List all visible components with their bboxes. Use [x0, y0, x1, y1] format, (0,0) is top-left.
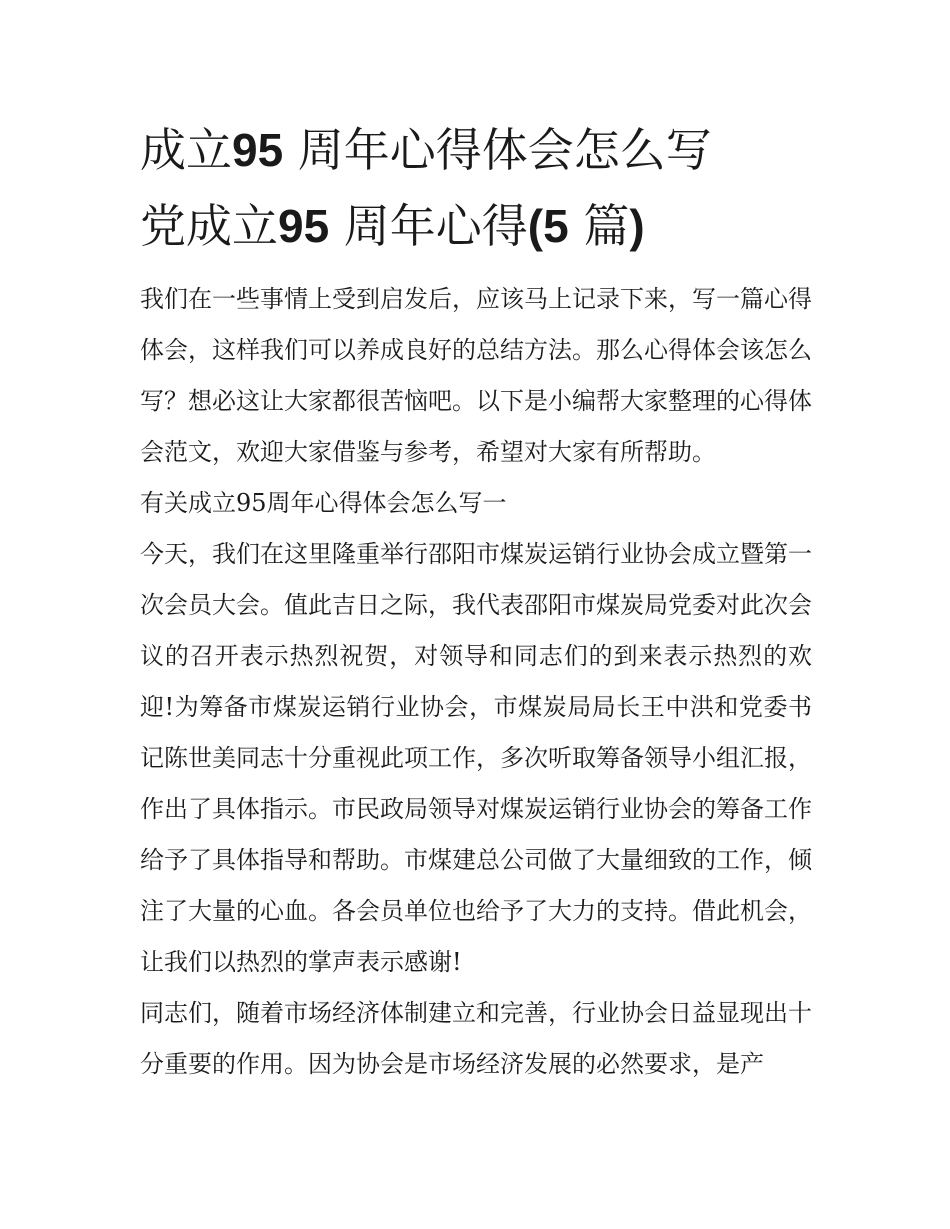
- section-heading: 有关成立95周年心得体会怎么写一: [140, 489, 507, 517]
- document-content: [140, 112, 812, 1090]
- title-number: 95: [232, 124, 284, 176]
- body-paragraph-1: 今天，我们在这里隆重举行邵阳市煤炭运销行业协会成立暨第一次会员大会。值此吉日之际，我代表邵阳市煤炭局党委对此次会议的召开表示热烈祝贺，对领导和同志们的到来表示热烈的欢迎!为筹备市煤炭运销行业协会，市煤炭局局长王中洪和党委书记陈世美同志十分重视此项工作，多次听取筹备领导小组汇报，作出了具体指示。市民政局领导对煤炭运销行业协会的筹备工作给予了具体指导和帮助。市煤建总公司做了大量细致的工作，倾注了大量的心血。各会员单位也给予了大力的支持。借此机会，让我们以热烈的掌声表示感谢!: [140, 540, 812, 976]
- intro-paragraph: 我们在一些事情上受到启发后，应该马上记录下来，写一篇心得体会，这样我们可以养成良好的总结方法。那么心得体会该怎么写？想必这让大家都很苦恼吧。以下是小编帮大家整理的心得体会范文，欢迎大家借鉴与参考，希望对大家有所帮助。: [140, 285, 812, 466]
- title-suffix-close: ): [629, 200, 645, 252]
- title-number: 95: [278, 200, 330, 252]
- document-body: [140, 274, 812, 1090]
- title-part: 篇: [568, 199, 630, 253]
- title-line-2: [140, 188, 812, 264]
- title-suffix: (5: [527, 200, 569, 252]
- title-part: 周年心得: [329, 199, 528, 253]
- title-part: 周年心得体会怎么写: [283, 123, 712, 177]
- body-paragraph-2: 同志们，随着市场经济体制建立和完善，行业协会日益显现出十分重要的作用。因为协会是市场经济发展的必然要求，是产: [140, 999, 812, 1078]
- title-part: 党成立: [140, 199, 278, 253]
- title-line-1: [140, 112, 812, 188]
- title-part: 成立: [140, 123, 232, 177]
